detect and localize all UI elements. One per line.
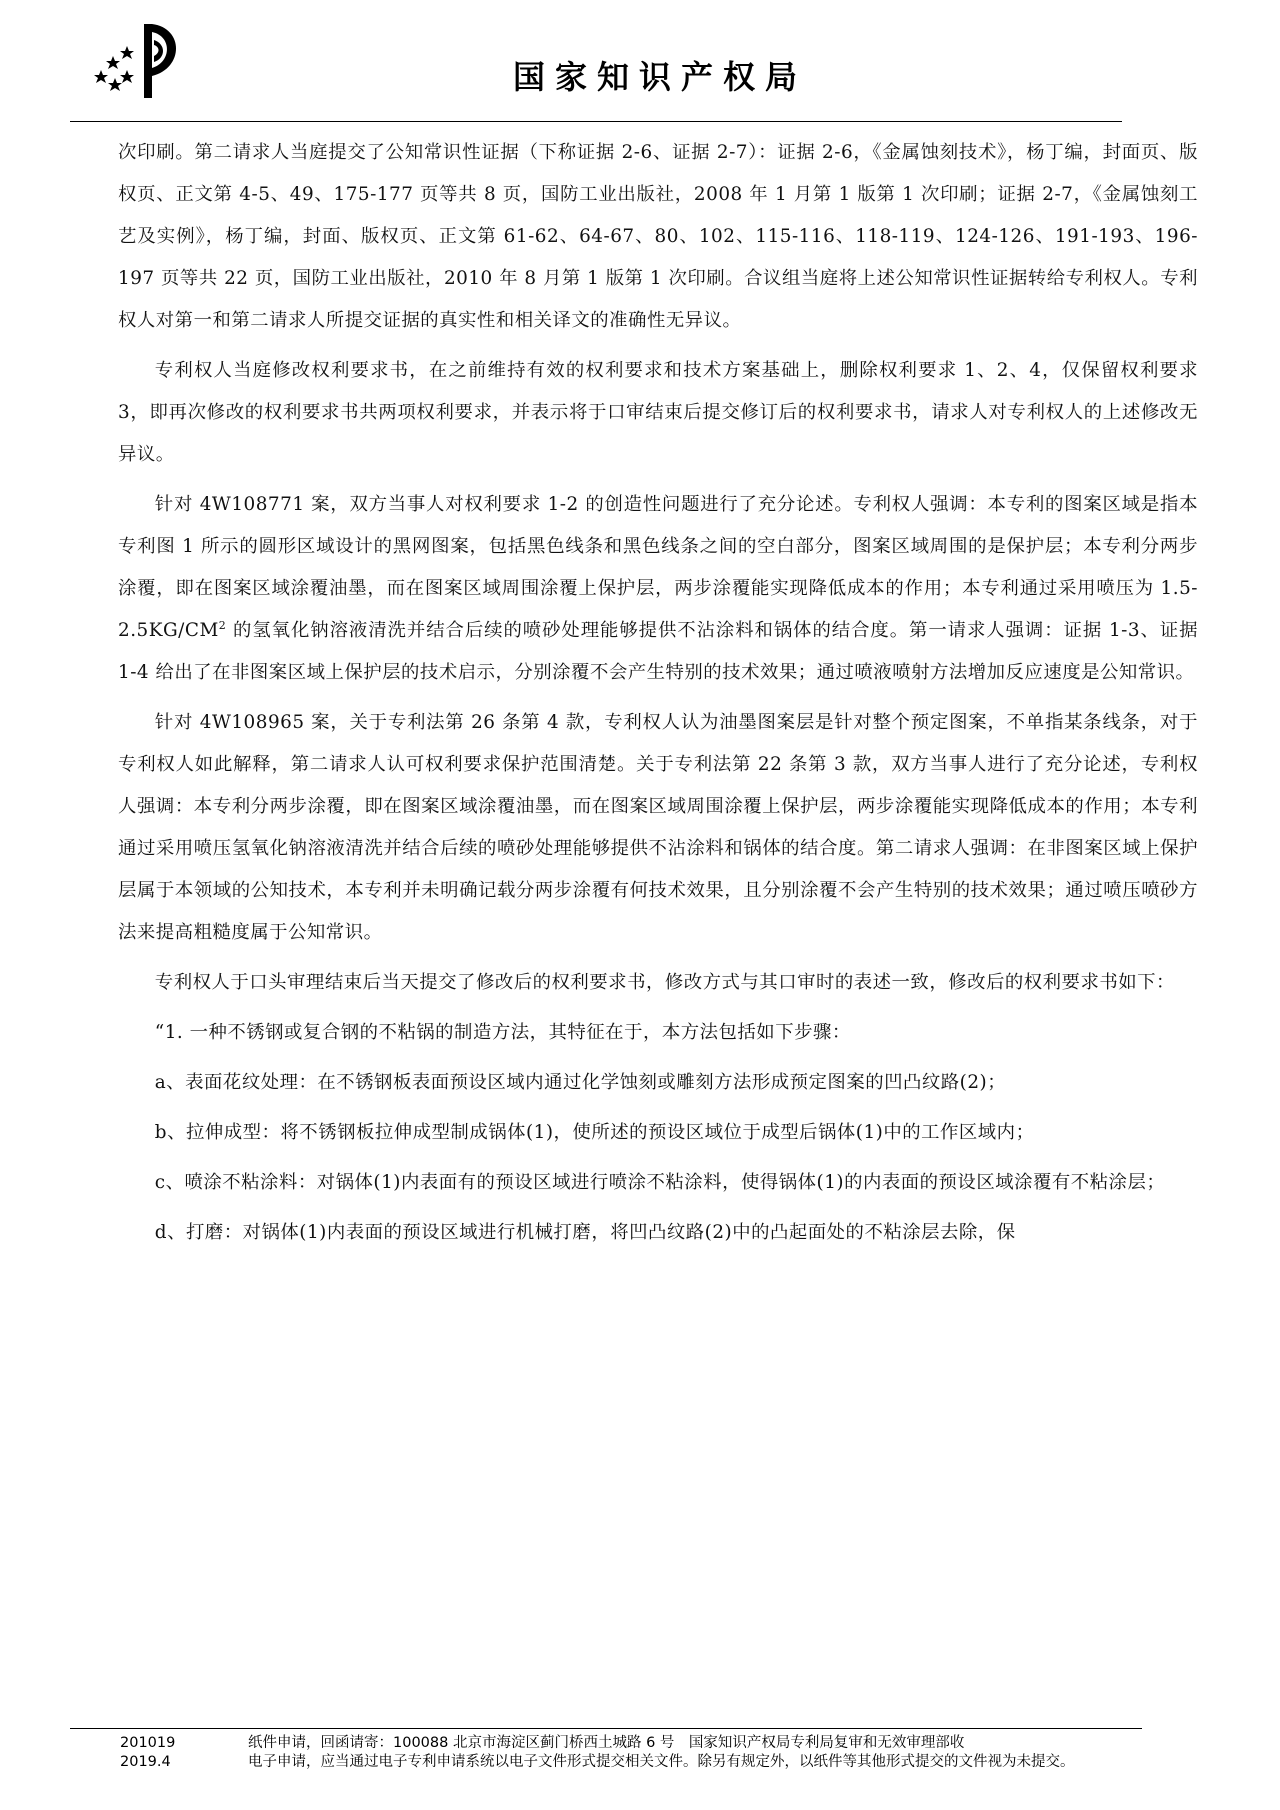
page-footer xyxy=(120,1734,1200,1772)
superscript: 2 xyxy=(218,618,227,632)
paragraph-amended-claims-intro: 专利权人于口头审理结束后当天提交了修改后的权利要求书，修改方式与其口审时的表述一致，修改后的权利要求书如下： xyxy=(154,972,1175,993)
paragraph-case-4w108771 xyxy=(118,484,1198,694)
logo-star-3 xyxy=(120,46,134,59)
paragraph-step-b: b、拉伸成型：将不锈钢板拉伸成型制成锅体(1)，使所述的预设区域位于成型后锅体(1)中的工作区域内； xyxy=(154,1122,1035,1143)
office-title: 国家知识产权局 xyxy=(512,58,807,96)
paragraph-step-a: a、表面花纹处理：在不锈钢板表面预设区域内通过化学蚀刻或雕刻方法形成预定图案的凹凸纹路(2)； xyxy=(154,1072,1007,1093)
footer-form-code: 201019 xyxy=(120,1735,176,1751)
footer-electronic-notice: 电子申请，应当通过电子专利申请系统以电子文件形式提交相关文件。除另有规定外，以纸件等其他形式提交的文件视为未提交。 xyxy=(248,1754,1075,1770)
logo-star-1 xyxy=(94,70,108,83)
paragraph-claim-1: “1. 一种不锈钢或复合钢的不粘锅的制造方法，其特征在于，本方法包括如下步骤： xyxy=(154,1022,851,1043)
logo-stroke-1 xyxy=(144,24,152,98)
document-body xyxy=(118,132,1198,1262)
footer-row-paper xyxy=(120,1734,1200,1753)
header-divider xyxy=(70,121,1122,122)
footer-form-version: 2019.4 xyxy=(120,1754,171,1770)
logo-star-4 xyxy=(120,70,134,83)
logo-star-2 xyxy=(106,56,120,69)
case-4w108771-text-part2: 的氢氧化钠溶液清洗并结合后续的喷砂处理能够提供不沾涂料和锅体的结合度。第一请求人强调：证据 1-3、证据 1-4 给出了在非图案区域上保护层的技术启示，分别涂覆不会产生特别的技术效果；通过喷液喷射方法增加反应速度是公知常识。 xyxy=(118,620,1198,683)
footer-paper-notice: 纸件申请，回函请寄：100088 北京市海淀区蓟门桥西土城路 6 号 国家知识产权局专利局复审和无效审理部收 xyxy=(248,1735,965,1751)
paragraph-evidence: 次印刷。第二请求人当庭提交了公知常识性证据（下称证据 2-6、证据 2-7）：证据 2-6，《金属蚀刻技术》，杨丁编，封面页、版权页、正文第 4-5、49、175-177 页等共 8 页，国防工业出版社，2008 年 1 月第 1 版第 1 次印刷；证据 2-7，《金属蚀刻工艺及实例》，杨丁编，封面、版权页、正文第 61-62、64-67、80、102、115-116、118-119、124-126、191-193、196-197 页等共 22 页，国防工业出版社，2010 年 8 月第 1 版第 1 次印刷。合议组当庭将上述公知常识性证据转给专利权人。专利权人对第一和第二请求人所提交证据的真实性和相关译文的准确性无异议。 xyxy=(118,142,1199,331)
logo-star-5 xyxy=(108,78,122,91)
paragraph-case-4w108965: 针对 4W108965 案，关于专利法第 26 条第 4 款，专利权人认为油墨图案层是针对整个预定图案，不单指某条线条，对于专利权人如此解释，第二请求人认可权利要求保护范围清楚。关于专利法第 22 条第 3 款，双方当事人进行了充分论述，专利权人强调：本专利分两步涂覆，即在图案区域涂覆油墨，而在图案区域周围涂覆上保护层，两步涂覆能实现降低成本的作用；本专利通过采用喷压氢氧化钠溶液清洗并结合后续的喷砂处理能够提供不沾涂料和锅体的结合度。第二请求人强调：在非图案区域上保护层属于本领域的公知技术，本专利并未明确记载分两步涂覆有何技术效果，且分别涂覆不会产生特别的技术效果；通过喷压喷砂方法来提高粗糙度属于公知常识。 xyxy=(118,712,1198,943)
paragraph-step-c: c、喷涂不粘涂料：对锅体(1)内表面有的预设区域进行喷涂不粘涂料，使得锅体(1)的内表面的预设区域涂覆有不粘涂层； xyxy=(154,1172,1166,1193)
footer-row-electronic xyxy=(120,1753,1200,1772)
logo-stroke-2 xyxy=(152,24,176,76)
logo-stroke-3 xyxy=(154,40,163,62)
paragraph-step-d: d、打磨：对锅体(1)内表面的预设区域进行机械打磨，将凹凸纹路(2)中的凸起面处的不粘涂层去除，保 xyxy=(154,1222,1016,1243)
case-4w108771-text-part1: 针对 4W108771 案，双方当事人对权利要求 1-2 的创造性问题进行了充分论述。专利权人强调：本专利的图案区域是指本专利图 1 所示的圆形区域设计的黑网图案，包括黑色线条和黑色线条之间的空白部分，图案区域周围的是保护层；本专利分两步涂覆，即在图案区域涂覆油墨，而在图案区域周围涂覆上保护层，两步涂覆能实现降低成本的作用；本专利通过采用喷压为 1.5-2.5KG/CM xyxy=(118,494,1198,641)
footer-divider xyxy=(70,1728,1142,1729)
cnipa-logo-icon xyxy=(92,20,187,100)
paragraph-claim-amendment: 专利权人当庭修改权利要求书，在之前维持有效的权利要求和技术方案基础上，删除权利要求 1、2、4，仅保留权利要求 3，即再次修改的权利要求书共两项权利要求，并表示将于口审结束后提交修订后的权利要求书，请求人对专利权人的上述修改无异议。 xyxy=(118,360,1198,465)
